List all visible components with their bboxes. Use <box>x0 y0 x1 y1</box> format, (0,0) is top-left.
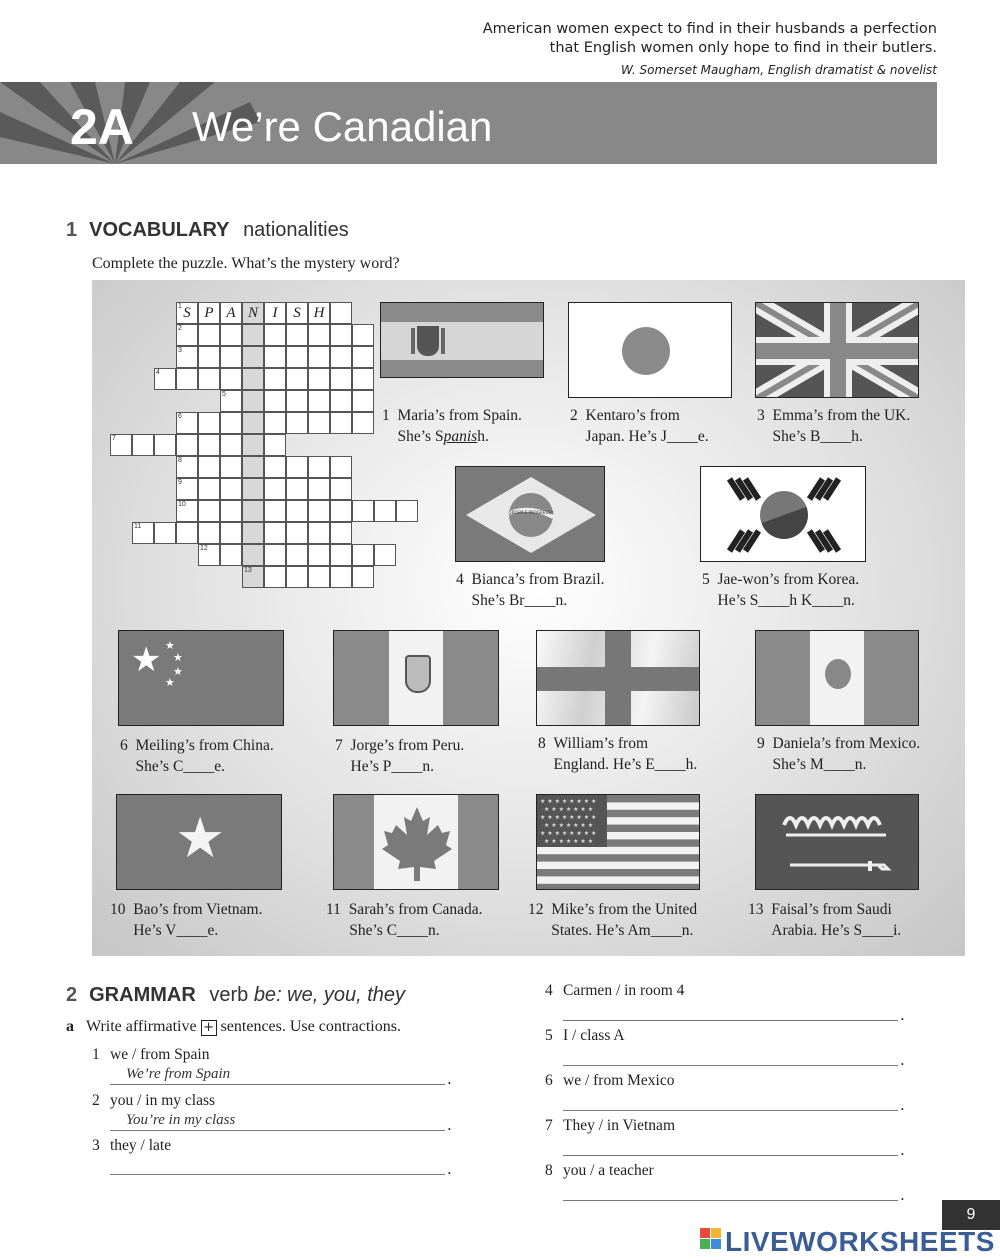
crossword-clue-number: 10 <box>178 501 186 508</box>
flag-china: ★ ★ ★ ★ ★ <box>118 630 284 726</box>
crossword-cell[interactable] <box>308 456 330 478</box>
caption-5-line2: He’s S____h K____n. <box>717 592 855 609</box>
crossword-cell[interactable] <box>220 522 242 544</box>
crossword-cell[interactable] <box>220 478 242 500</box>
crossword-clue-number: 2 <box>178 325 182 332</box>
crossword-cell[interactable] <box>330 346 352 368</box>
flag-england <box>536 630 700 726</box>
crossword-cell[interactable] <box>352 390 374 412</box>
crossword-letter: I <box>272 305 278 321</box>
crossword-cell[interactable] <box>308 478 330 500</box>
caption-2-line1: Kentaro’s from <box>585 407 680 424</box>
crossword-cell[interactable] <box>264 544 286 566</box>
crossword-cell[interactable] <box>198 368 220 390</box>
crossword-cell[interactable] <box>198 456 220 478</box>
exercise-item-number: 7 <box>545 1117 553 1134</box>
flag-japan <box>568 302 732 398</box>
crossword-cell[interactable] <box>264 456 286 478</box>
exercise-item <box>545 1072 674 1090</box>
instruction-pre: Write affirmative <box>86 1018 201 1035</box>
caption-3 <box>757 405 910 447</box>
liveworksheets-brand: LIVEWORKSHEETS <box>725 1226 995 1257</box>
plus-box-icon: + <box>201 1020 217 1036</box>
epigraph <box>483 20 937 80</box>
section-2-title: GRAMMAR <box>89 984 196 1006</box>
caption-8-line1: William’s from <box>553 735 649 752</box>
crossword-clue-number: 7 <box>112 435 116 442</box>
caption-10-line1: Bao’s from Vietnam. <box>133 901 263 918</box>
svg-text:★ ★ ★ ★ ★ ★ ★ ★: ★ ★ ★ ★ ★ ★ ★ ★ <box>540 814 597 821</box>
crossword-clue-number: 8 <box>178 457 182 464</box>
caption-6-line2: She’s C____e. <box>135 758 226 775</box>
crossword-clue-number: 1 <box>178 303 182 310</box>
crossword-cell[interactable] <box>264 500 286 522</box>
caption-1-line2-start: She’s S <box>397 428 444 445</box>
caption-13-number: 13 <box>748 901 764 918</box>
caption-6-number: 6 <box>120 737 128 754</box>
crossword-cell[interactable] <box>330 390 352 412</box>
answer-period: . <box>900 1186 905 1204</box>
caption-3-line2: She’s B____h. <box>772 428 863 445</box>
crossword-cell[interactable] <box>330 500 352 522</box>
crossword-cell[interactable] <box>308 368 330 390</box>
crossword-letter: A <box>226 305 236 321</box>
crossword-cell[interactable] <box>264 368 286 390</box>
caption-11 <box>326 899 483 941</box>
crossword-cell[interactable] <box>286 544 308 566</box>
crossword-cell[interactable] <box>242 544 264 566</box>
crossword-cell[interactable] <box>308 346 330 368</box>
brazil-motto: ORDEM E PROGRESSO <box>508 510 554 515</box>
crossword-cell[interactable] <box>352 500 374 522</box>
exercise-item-prompt: they / late <box>110 1137 172 1154</box>
caption-2-number: 2 <box>570 407 578 424</box>
section-1-subtitle: nationalities <box>243 219 349 241</box>
crossword-cell[interactable] <box>330 566 352 588</box>
crossword-cell[interactable] <box>308 522 330 544</box>
crossword-letter: S <box>293 305 301 321</box>
exercise-item-number: 3 <box>92 1137 100 1154</box>
exercise-item <box>92 1046 209 1064</box>
crossword-cell[interactable] <box>286 324 308 346</box>
crossword-cell[interactable] <box>264 412 286 434</box>
exercise-a-instruction <box>66 1018 401 1036</box>
exercise-a-label: a <box>66 1018 74 1035</box>
flag-brazil <box>455 466 605 562</box>
caption-5-line1: Jae-won’s from Korea. <box>717 571 860 588</box>
crossword-cell[interactable] <box>286 456 308 478</box>
crossword-clue-number: 9 <box>178 479 182 486</box>
caption-2 <box>570 405 709 447</box>
caption-5 <box>702 569 859 611</box>
answer-text: You’re in my class <box>126 1112 236 1128</box>
caption-9-number: 9 <box>757 735 765 752</box>
crossword-cell[interactable] <box>264 346 286 368</box>
caption-5-number: 5 <box>702 571 710 588</box>
caption-13-line2: Arabia. He’s S____i. <box>771 922 902 939</box>
flag-spain <box>380 302 544 378</box>
caption-3-number: 3 <box>757 407 765 424</box>
caption-8-line2: England. He’s E____h. <box>553 756 698 773</box>
crossword-cell[interactable] <box>264 390 286 412</box>
caption-1-line1: Maria’s from Spain. <box>397 407 522 424</box>
crossword-cell[interactable] <box>198 324 220 346</box>
answer-period: . <box>900 1096 905 1114</box>
caption-13-line1: Faisal’s from Saudi <box>771 901 892 918</box>
caption-1-number: 1 <box>382 407 390 424</box>
crossword-cell[interactable] <box>286 390 308 412</box>
crossword-cell[interactable] <box>242 324 264 346</box>
crossword-cell[interactable] <box>220 346 242 368</box>
caption-11-line2: She’s C____n. <box>349 922 440 939</box>
crossword-cell[interactable] <box>330 324 352 346</box>
section-2-number: 2 <box>66 984 78 1006</box>
unit-title: We’re Canadian <box>192 103 493 150</box>
crossword-cell[interactable] <box>242 500 264 522</box>
caption-8-number: 8 <box>538 735 546 752</box>
crossword-clue-number: 6 <box>178 413 182 420</box>
caption-10-number: 10 <box>110 901 126 918</box>
crossword-cell[interactable] <box>374 500 396 522</box>
exercise-item-number: 1 <box>92 1046 100 1063</box>
crossword-cell[interactable] <box>220 434 242 456</box>
crossword-cell[interactable] <box>330 302 352 324</box>
crossword-cell[interactable] <box>242 434 264 456</box>
crossword-cell[interactable] <box>308 544 330 566</box>
crossword-cell[interactable] <box>154 434 176 456</box>
section-1-number: 1 <box>66 219 78 241</box>
svg-text:★ ★ ★ ★ ★ ★ ★ ★: ★ ★ ★ ★ ★ ★ ★ ★ <box>540 798 597 805</box>
crossword-cell[interactable] <box>352 368 374 390</box>
answer-period: . <box>900 1141 905 1159</box>
answer-line[interactable] <box>563 1200 898 1201</box>
crossword-cell[interactable] <box>264 522 286 544</box>
caption-7-number: 7 <box>335 737 343 754</box>
exercise-item-prompt: we / from Spain <box>110 1046 210 1063</box>
caption-12-line2: States. He’s Am____n. <box>551 922 694 939</box>
crossword-clue-number: 5 <box>222 391 226 398</box>
answer-line[interactable] <box>110 1084 445 1085</box>
flag-peru <box>333 630 499 726</box>
crossword-cell[interactable] <box>242 346 264 368</box>
crossword-letter: S <box>183 305 191 321</box>
caption-12 <box>528 899 697 941</box>
crossword-cell[interactable] <box>220 500 242 522</box>
answer-line[interactable] <box>563 1110 898 1111</box>
crossword-cell[interactable] <box>132 434 154 456</box>
caption-7-line2: He’s P____n. <box>350 758 435 775</box>
caption-3-line1: Emma’s from the UK. <box>772 407 911 424</box>
subtitle-be: be <box>253 984 277 1006</box>
crossword-clue-number: 12 <box>200 545 208 552</box>
answer-period: . <box>900 1051 905 1069</box>
crossword-cell[interactable] <box>264 434 286 456</box>
answer-period: . <box>900 1006 905 1024</box>
crossword-cell[interactable] <box>308 390 330 412</box>
crossword-cell[interactable] <box>242 478 264 500</box>
crossword-cell[interactable] <box>198 522 220 544</box>
flag-uk <box>755 302 919 398</box>
instruction-post: sentences. Use contractions. <box>216 1018 401 1035</box>
caption-11-line1: Sarah’s from Canada. <box>348 901 483 918</box>
answer-line[interactable] <box>110 1130 445 1131</box>
crossword-cell[interactable] <box>264 478 286 500</box>
maple-leaf-icon <box>374 795 460 890</box>
caption-4-line2: She’s Br____n. <box>471 592 568 609</box>
crossword-cell[interactable] <box>198 478 220 500</box>
exercise-item-prompt: I / class A <box>563 1027 625 1044</box>
answer-text: We’re from Spain <box>126 1066 231 1082</box>
section-1-title: VOCABULARY <box>89 219 230 241</box>
exercise-item-prompt: we / from Mexico <box>563 1072 675 1089</box>
crossword-cell[interactable] <box>198 500 220 522</box>
exercise-item-number: 5 <box>545 1027 553 1044</box>
crossword-cell[interactable] <box>176 368 198 390</box>
crossword-cell[interactable] <box>220 544 242 566</box>
caption-11-number: 11 <box>326 901 341 918</box>
crossword-clue-number: 3 <box>178 347 182 354</box>
crossword-cell[interactable] <box>308 500 330 522</box>
crossword-cell[interactable] <box>330 544 352 566</box>
caption-1-line2-end: h. <box>477 428 489 445</box>
quote-line-2: that English women only hope to find in their butlers. <box>549 40 937 56</box>
crossword-cell[interactable] <box>198 412 220 434</box>
crossword-cell[interactable] <box>264 566 286 588</box>
crossword-cell[interactable] <box>374 544 396 566</box>
caption-2-line2: Japan. He’s J____e. <box>585 428 709 445</box>
crossword-cell[interactable] <box>286 500 308 522</box>
crossword-letter: N <box>247 305 258 321</box>
flag-mexico <box>755 630 919 726</box>
crossword-cell[interactable] <box>198 434 220 456</box>
section-1-heading <box>66 219 349 242</box>
answer-line[interactable] <box>563 1065 898 1066</box>
subtitle-pre: verb <box>209 984 254 1006</box>
caption-12-number: 12 <box>528 901 544 918</box>
subtitle-post: : we, you, they <box>276 984 406 1006</box>
svg-text:★ ★ ★ ★ ★ ★ ★: ★ ★ ★ ★ ★ ★ ★ <box>544 806 594 813</box>
svg-text:★ ★ ★ ★ ★ ★ ★: ★ ★ ★ ★ ★ ★ ★ <box>544 822 594 829</box>
crossword-cell[interactable] <box>286 412 308 434</box>
crossword-cell[interactable] <box>286 522 308 544</box>
crossword-cell[interactable] <box>308 566 330 588</box>
crossword-cell[interactable] <box>176 434 198 456</box>
page-number: 9 <box>942 1200 1000 1230</box>
crossword-clue-number: 4 <box>156 369 160 376</box>
answer-line[interactable] <box>563 1020 898 1021</box>
caption-13 <box>748 899 901 941</box>
liveworksheets-logo-icon <box>700 1228 722 1250</box>
flag-usa <box>536 794 700 890</box>
crossword-cell[interactable] <box>330 478 352 500</box>
caption-8 <box>538 733 697 775</box>
crossword-cell[interactable] <box>330 456 352 478</box>
svg-text:★ ★ ★ ★ ★ ★ ★ ★: ★ ★ ★ ★ ★ ★ ★ ★ <box>540 830 597 837</box>
crossword-cell[interactable] <box>286 478 308 500</box>
exercise-item-number: 6 <box>545 1072 553 1089</box>
caption-1-example-answer: panis <box>443 428 478 445</box>
flag-korea <box>700 466 866 562</box>
exercise-item-number: 8 <box>545 1162 553 1179</box>
exercise-item <box>545 1027 625 1045</box>
exercise-item-prompt: you / in my class <box>110 1092 216 1109</box>
crossword-cell[interactable] <box>286 368 308 390</box>
caption-9 <box>757 733 920 775</box>
crossword-clue-number: 13 <box>244 567 252 574</box>
crossword-cell[interactable] <box>220 412 242 434</box>
crossword-cell[interactable] <box>286 566 308 588</box>
answer-period: . <box>447 1070 452 1088</box>
vocabulary-panel <box>92 280 965 956</box>
caption-9-line2: She’s M____n. <box>772 756 867 773</box>
exercise-item <box>545 1117 675 1135</box>
exercise-item-prompt: Carmen / in room 4 <box>563 982 685 999</box>
exercise-item <box>92 1092 215 1110</box>
caption-1 <box>382 405 522 447</box>
crossword-letter: P <box>204 305 214 321</box>
crossword-cell[interactable] <box>308 324 330 346</box>
crossword-cell[interactable] <box>242 390 264 412</box>
crossword-cell[interactable] <box>220 456 242 478</box>
flag-saudi-arabia <box>755 794 919 890</box>
section-1-instruction: Complete the puzzle. What’s the mystery word? <box>92 255 400 272</box>
caption-6-line1: Meiling’s from China. <box>135 737 274 754</box>
quote-author: W. Somerset Maugham, English dramatist & novelist <box>621 63 937 77</box>
crossword-cell[interactable] <box>352 566 374 588</box>
exercise-item <box>92 1137 171 1155</box>
caption-10-line2: He’s V____e. <box>133 922 219 939</box>
crossword-cell[interactable] <box>220 324 242 346</box>
answer-period: . <box>447 1116 452 1134</box>
crossword-cell[interactable] <box>308 412 330 434</box>
crossword-cell[interactable] <box>242 456 264 478</box>
caption-4-number: 4 <box>456 571 464 588</box>
crossword-cell[interactable] <box>220 368 242 390</box>
caption-6 <box>120 735 274 777</box>
caption-9-line1: Daniela’s from Mexico. <box>772 735 921 752</box>
crossword-cell[interactable] <box>242 368 264 390</box>
crossword-letter: H <box>313 305 325 321</box>
crossword-cell[interactable] <box>352 346 374 368</box>
crossword-cell[interactable] <box>396 500 418 522</box>
crossword-cell[interactable] <box>198 346 220 368</box>
crossword-cell[interactable] <box>352 412 374 434</box>
answer-line[interactable] <box>110 1174 445 1175</box>
crossword-cell[interactable] <box>242 412 264 434</box>
crossword-cell[interactable] <box>330 368 352 390</box>
caption-7 <box>335 735 464 777</box>
exercise-item-prompt: you / a teacher <box>563 1162 654 1179</box>
exercise-item-prompt: They / in Vietnam <box>563 1117 675 1134</box>
crossword-cell[interactable] <box>264 324 286 346</box>
caption-4 <box>456 569 605 611</box>
crossword-cell[interactable] <box>352 324 374 346</box>
caption-12-line1: Mike’s from the United <box>551 901 698 918</box>
answer-line[interactable] <box>563 1155 898 1156</box>
caption-7-line1: Jorge’s from Peru. <box>350 737 465 754</box>
crossword-cell[interactable] <box>176 522 198 544</box>
crossword-cell[interactable] <box>352 544 374 566</box>
crossword-cell[interactable] <box>286 346 308 368</box>
section-2-heading <box>66 984 405 1007</box>
unit-code: 2A <box>70 99 134 155</box>
crossword-cell[interactable] <box>242 522 264 544</box>
answer-period: . <box>447 1160 452 1178</box>
flag-canada <box>333 794 499 890</box>
crossword-clue-number: 11 <box>134 523 142 530</box>
crossword-cell[interactable] <box>330 412 352 434</box>
exercise-item <box>545 982 684 1000</box>
caption-10 <box>110 899 262 941</box>
caption-4-line1: Bianca’s from Brazil. <box>471 571 605 588</box>
exercise-item-number: 2 <box>92 1092 100 1109</box>
crossword-cell[interactable] <box>330 522 352 544</box>
section-2-subtitle <box>209 984 405 1006</box>
quote-line-1: American women expect to find in their husbands a perfection <box>482 21 937 37</box>
exercise-item <box>545 1162 654 1180</box>
flag-vietnam: ★ <box>116 794 282 890</box>
exercise-item-number: 4 <box>545 982 553 999</box>
crossword-cell[interactable] <box>154 522 176 544</box>
svg-text:★ ★ ★ ★ ★ ★ ★: ★ ★ ★ ★ ★ ★ ★ <box>544 838 594 845</box>
